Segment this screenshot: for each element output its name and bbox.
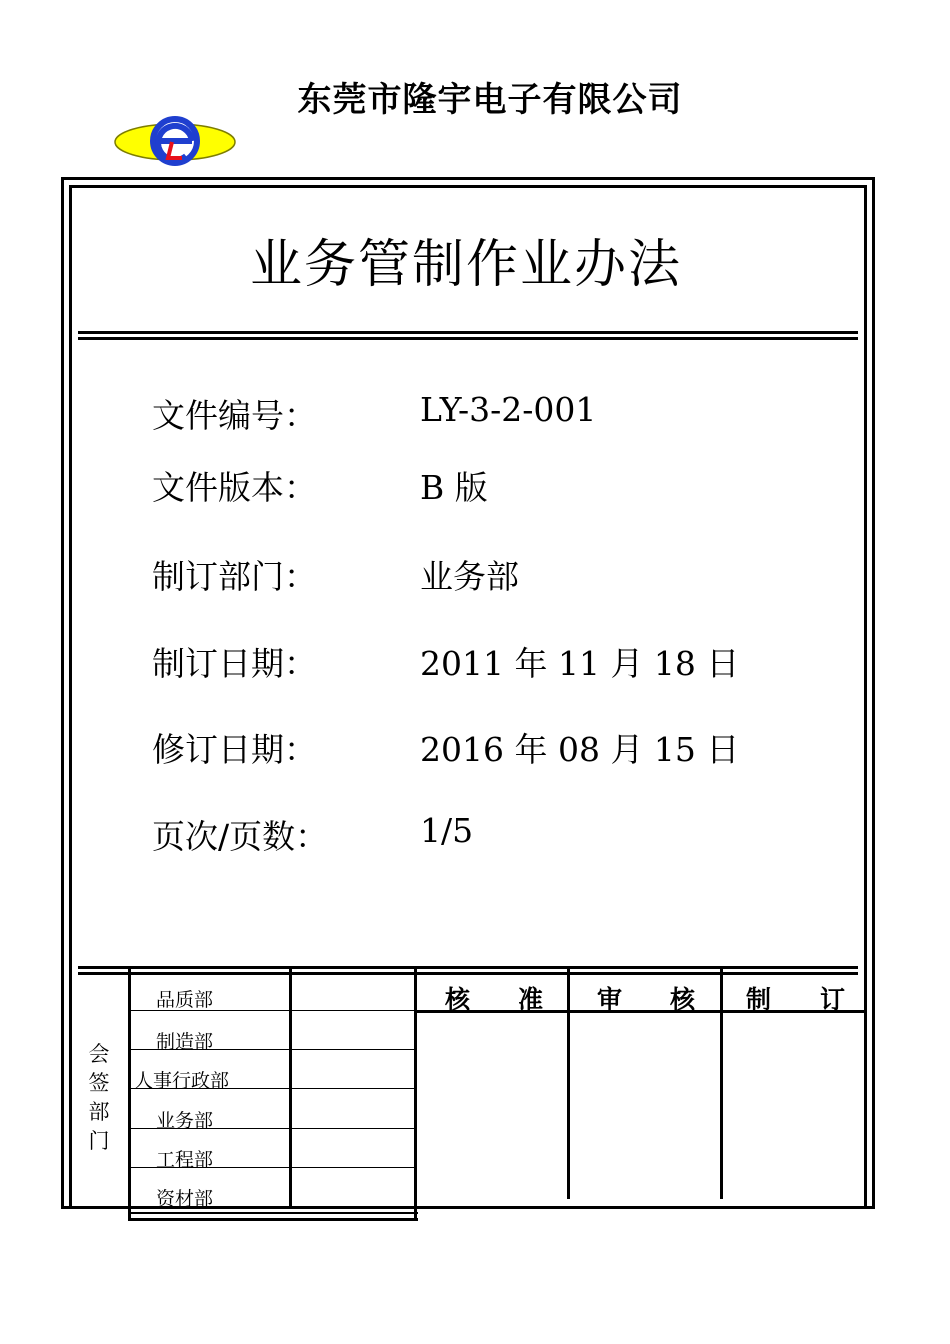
revision-date-value: 2016 年 08 月 15 日: [420, 730, 740, 769]
review-header-char: 核: [670, 985, 696, 1014]
group-label-char: 部: [88, 1100, 110, 1124]
document-title: 业务管制作业办法: [249, 235, 682, 295]
dept-quality: 品质部: [156, 989, 214, 1011]
approve-header-char: 准: [518, 985, 544, 1014]
group-label-char: 会: [88, 1042, 110, 1066]
page-count-label: 页次/页数：: [152, 817, 329, 856]
dept-materials: 资材部: [156, 1188, 214, 1210]
issuing-dept-value: 业务部: [420, 557, 519, 596]
file-number-value: LY-3-2-001: [420, 390, 597, 429]
signoff-group-label: [86, 1040, 112, 1156]
approve-header-char: 核: [445, 985, 471, 1014]
issue-date-value: 2011 年 11 月 18 日: [420, 644, 740, 683]
company-logo: [112, 112, 238, 172]
file-version-value: B 版: [420, 468, 488, 507]
dept-engineering: 工程部: [156, 1149, 214, 1171]
issue-date-label: 制订日期：: [152, 644, 317, 683]
page-count-value: 1/5: [420, 811, 474, 850]
group-label-char: 门: [88, 1129, 110, 1153]
company-name: 东莞市隆宇电子有限公司: [297, 80, 683, 120]
logo-icon: [112, 112, 238, 172]
revision-date-label: 修订日期：: [152, 730, 317, 769]
prepare-header-char: 订: [820, 985, 846, 1014]
group-label-char: 签: [88, 1071, 110, 1095]
file-number-label: 文件编号：: [152, 396, 317, 435]
dept-sales: 业务部: [156, 1110, 214, 1132]
dept-manufacturing: 制造部: [156, 1031, 214, 1053]
issuing-dept-label: 制订部门：: [152, 557, 317, 596]
file-version-label: 文件版本：: [152, 468, 317, 507]
dept-hr-admin: 人事行政部: [134, 1070, 230, 1092]
prepare-header-char: 制: [746, 985, 772, 1014]
review-header-char: 审: [597, 985, 623, 1014]
